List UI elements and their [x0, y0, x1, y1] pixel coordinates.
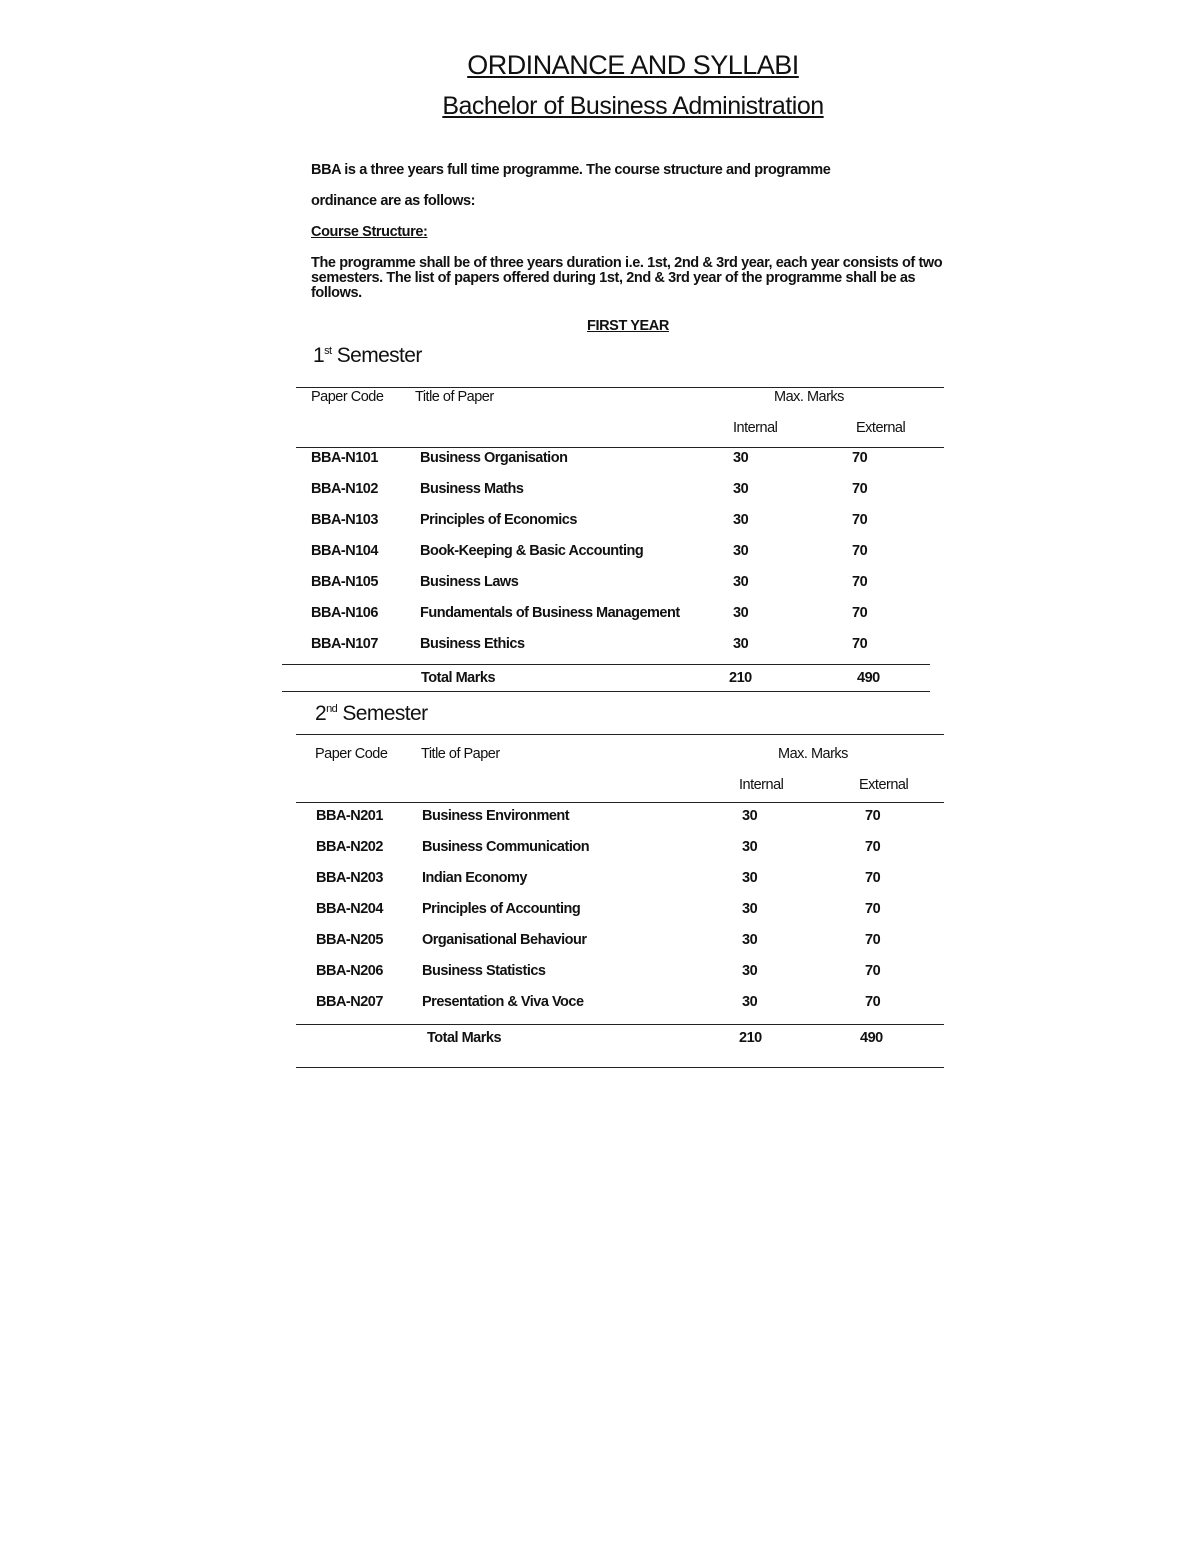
- external-marks: 70: [852, 450, 868, 466]
- internal-marks: 30: [742, 932, 758, 948]
- sem2-header-rule: [296, 802, 944, 803]
- paper-title: Business Maths: [420, 481, 524, 497]
- external-marks: 70: [852, 512, 868, 528]
- sem2-header-external: External: [859, 777, 909, 793]
- sem1-total-external: 490: [857, 670, 880, 686]
- internal-marks: 30: [733, 605, 749, 621]
- semester-1-heading: [313, 344, 422, 368]
- sem2-total-top-rule: [296, 1024, 944, 1025]
- semester-2-heading: [315, 702, 427, 726]
- external-marks: 70: [865, 963, 881, 979]
- year-heading: FIRST YEAR: [587, 318, 669, 334]
- internal-marks: 30: [733, 574, 749, 590]
- internal-marks: 30: [733, 450, 749, 466]
- semester-2-label: Semester: [342, 702, 428, 725]
- internal-marks: 30: [742, 901, 758, 917]
- paper-title: Business Communication: [422, 839, 590, 855]
- sem1-header-internal: Internal: [733, 420, 778, 436]
- paper-title: Business Laws: [420, 574, 519, 590]
- sem2-bottom-rule: [296, 1067, 944, 1068]
- paper-code: BBA-N204: [316, 901, 383, 917]
- external-marks: 70: [865, 839, 881, 855]
- internal-marks: 30: [733, 481, 749, 497]
- internal-marks: 30: [733, 543, 749, 559]
- semester-1-label: Semester: [336, 344, 422, 367]
- external-marks: 70: [852, 543, 868, 559]
- sem2-header-max-marks: Max. Marks: [778, 746, 848, 762]
- sem1-header-paper-code: Paper Code: [311, 389, 384, 405]
- sem1-header-max-marks: Max. Marks: [774, 389, 844, 405]
- sem2-top-rule: [296, 734, 944, 735]
- paper-title: Business Organisation: [420, 450, 568, 466]
- external-marks: 70: [865, 808, 881, 824]
- sem2-header-internal: Internal: [739, 777, 784, 793]
- internal-marks: 30: [742, 963, 758, 979]
- intro-line-2: ordinance are as follows:: [311, 193, 476, 209]
- sem1-top-rule: [296, 387, 944, 388]
- sem1-total-internal: 210: [729, 670, 752, 686]
- document-subtitle: Bachelor of Business Administration: [442, 92, 824, 120]
- semester-2-number: 2: [315, 702, 327, 725]
- paper-title: Indian Economy: [422, 870, 527, 886]
- paper-code: BBA-N103: [311, 512, 378, 528]
- intro-line-1: BBA is a three years full time programme. The course structure and programme: [311, 162, 831, 178]
- paper-title: Business Environment: [422, 808, 570, 824]
- paper-code: BBA-N107: [311, 636, 378, 652]
- paper-code: BBA-N101: [311, 450, 378, 466]
- paper-title: Book-Keeping & Basic Accounting: [420, 543, 644, 559]
- sem2-total-internal: 210: [739, 1030, 762, 1046]
- paper-code: BBA-N203: [316, 870, 383, 886]
- internal-marks: 30: [733, 512, 749, 528]
- paper-code: BBA-N102: [311, 481, 378, 497]
- sem2-header-title: Title of Paper: [421, 746, 500, 762]
- paper-title: Principles of Economics: [420, 512, 577, 528]
- paper-code: BBA-N202: [316, 839, 383, 855]
- sem1-total-top-rule: [282, 664, 930, 665]
- paper-title: Fundamentals of Business Management: [420, 605, 680, 621]
- paper-code: BBA-N106: [311, 605, 378, 621]
- course-structure-paragraph: The programme shall be of three years duration i.e. 1st, 2nd & 3rd year, each year consists of two semesters. The list of papers offered during 1st, 2nd & 3rd year of the programme shall be as follows.: [311, 255, 943, 301]
- course-structure-heading: Course Structure:: [311, 224, 428, 240]
- internal-marks: 30: [733, 636, 749, 652]
- paper-code: BBA-N104: [311, 543, 378, 559]
- paper-title: Business Statistics: [422, 963, 546, 979]
- external-marks: 70: [865, 901, 881, 917]
- internal-marks: 30: [742, 808, 758, 824]
- sem2-total-external: 490: [860, 1030, 883, 1046]
- external-marks: 70: [852, 636, 868, 652]
- semester-1-suffix: st: [324, 345, 332, 357]
- external-marks: 70: [865, 870, 881, 886]
- external-marks: 70: [865, 994, 881, 1010]
- sem1-total-label: Total Marks: [421, 670, 496, 686]
- internal-marks: 30: [742, 870, 758, 886]
- sem1-header-external: External: [856, 420, 906, 436]
- paper-code: BBA-N201: [316, 808, 383, 824]
- paper-code: BBA-N206: [316, 963, 383, 979]
- sem2-total-label: Total Marks: [427, 1030, 502, 1046]
- paper-title: Business Ethics: [420, 636, 525, 652]
- document-title: ORDINANCE AND SYLLABI: [467, 50, 799, 80]
- semester-1-number: 1: [313, 344, 325, 367]
- sem2-header-paper-code: Paper Code: [315, 746, 388, 762]
- external-marks: 70: [865, 932, 881, 948]
- semester-2-suffix: nd: [326, 703, 338, 715]
- sem1-header-rule: [296, 447, 944, 448]
- paper-code: BBA-N207: [316, 994, 383, 1010]
- internal-marks: 30: [742, 994, 758, 1010]
- sem1-header-title: Title of Paper: [415, 389, 494, 405]
- paper-code: BBA-N205: [316, 932, 383, 948]
- external-marks: 70: [852, 574, 868, 590]
- sem1-total-bottom-rule: [282, 691, 930, 692]
- paper-title: Principles of Accounting: [422, 901, 581, 917]
- paper-code: BBA-N105: [311, 574, 378, 590]
- external-marks: 70: [852, 481, 868, 497]
- paper-title: Presentation & Viva Voce: [422, 994, 584, 1010]
- internal-marks: 30: [742, 839, 758, 855]
- paper-title: Organisational Behaviour: [422, 932, 587, 948]
- external-marks: 70: [852, 605, 868, 621]
